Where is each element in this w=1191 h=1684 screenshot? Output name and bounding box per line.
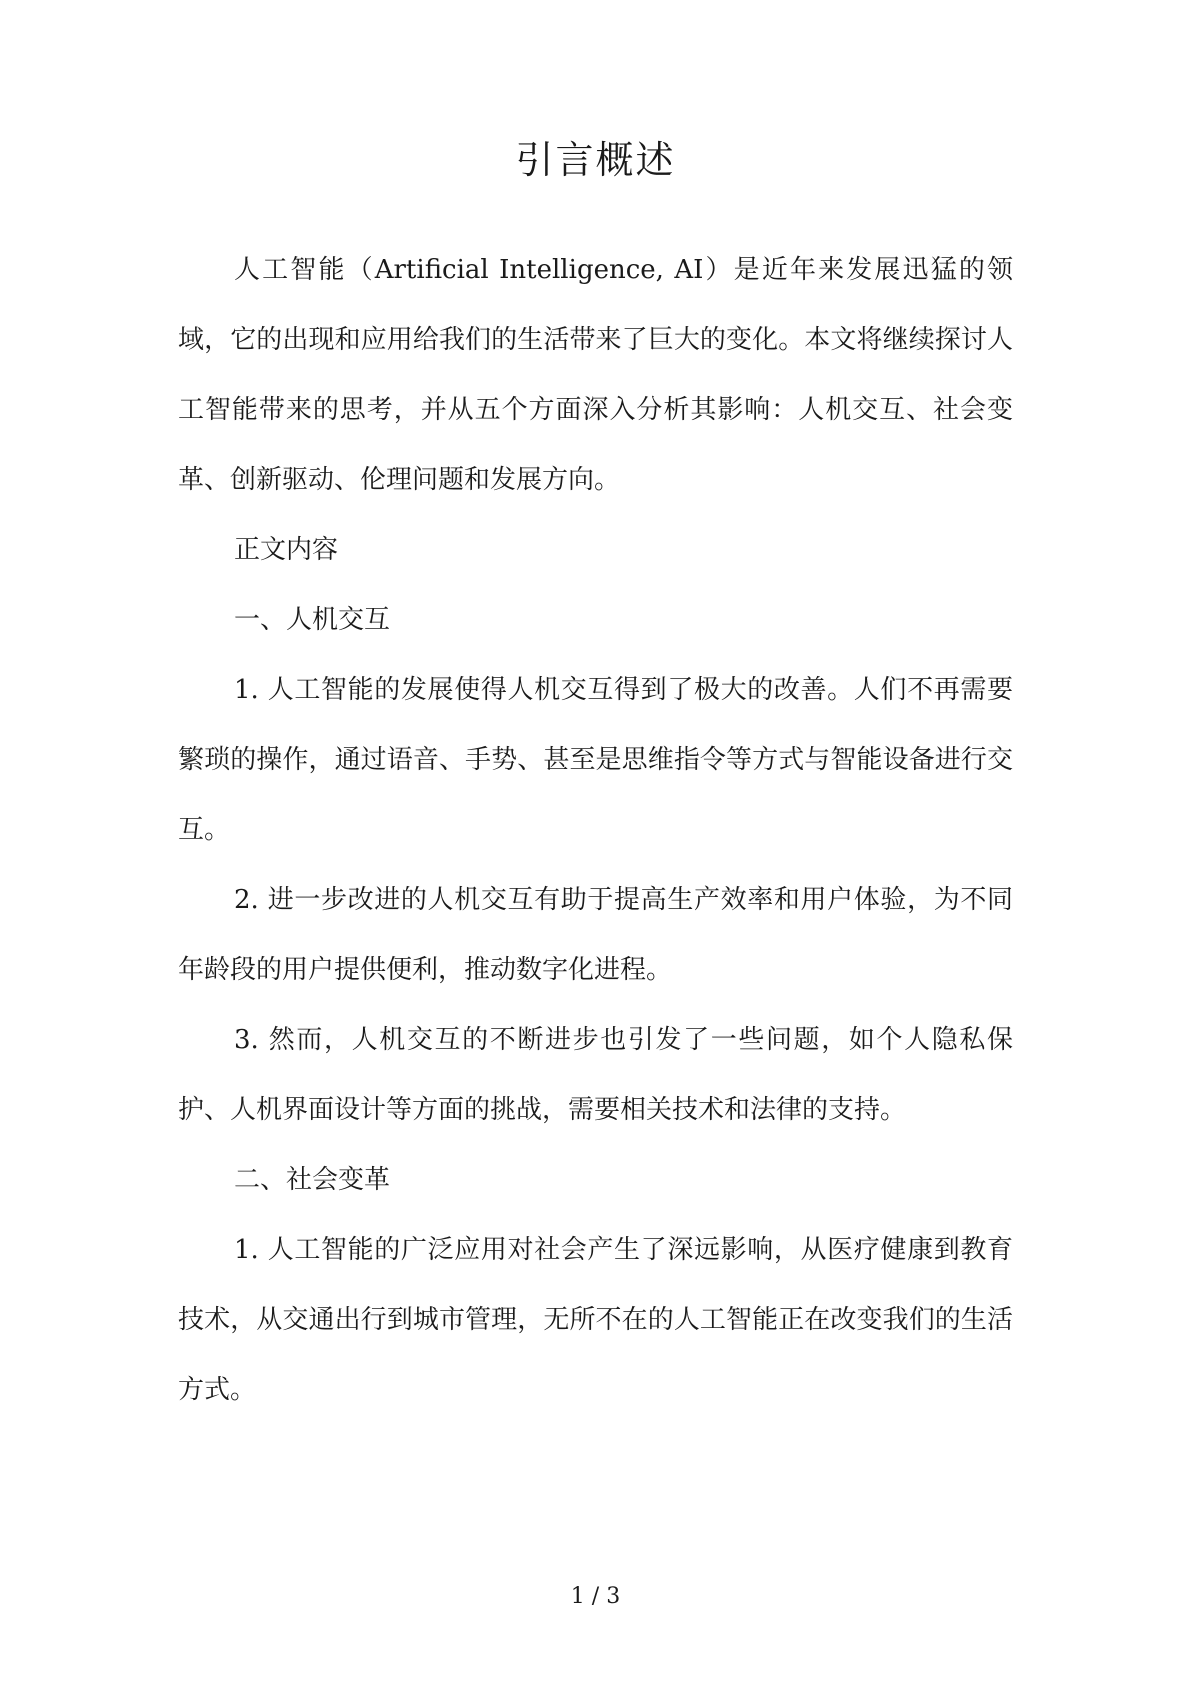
section-heading-main-content: 正文内容	[234, 535, 339, 565]
section-heading-human-computer-interaction: 一、人机交互	[234, 605, 391, 635]
page-number: 1 / 3	[570, 1584, 621, 1609]
intro-paragraph: 人工智能（Artificial Intelligence, AI）是近年来发展迅猛的领域，它的出现和应用给我们的生活带来了巨大的变化。本文将继续探讨人工智能带来的思考，并从五个方面深入分析其影响：人机交互、社会变革、创新驱动、伦理问题和发展方向。	[178, 255, 1013, 495]
paragraph-hci-1: 1. 人工智能的发展使得人机交互得到了极大的改善。人们不再需要繁琐的操作，通过语音、手势、甚至是思维指令等方式与智能设备进行交互。	[178, 675, 1013, 845]
section-heading-social-change: 二、社会变革	[234, 1165, 391, 1195]
document-body	[178, 235, 1013, 1425]
paragraph-social-1: 1. 人工智能的广泛应用对社会产生了深远影响，从医疗健康到教育技术，从交通出行到城市管理，无所不在的人工智能正在改变我们的生活方式。	[178, 1235, 1013, 1405]
paragraph-hci-3: 3. 然而，人机交互的不断进步也引发了一些问题，如个人隐私保护、人机界面设计等方面的挑战，需要相关技术和法律的支持。	[178, 1025, 1013, 1125]
page-title: 引言概述	[515, 138, 676, 182]
paragraph-hci-2: 2. 进一步改进的人机交互有助于提高生产效率和用户体验，为不同年龄段的用户提供便利，推动数字化进程。	[178, 885, 1013, 985]
